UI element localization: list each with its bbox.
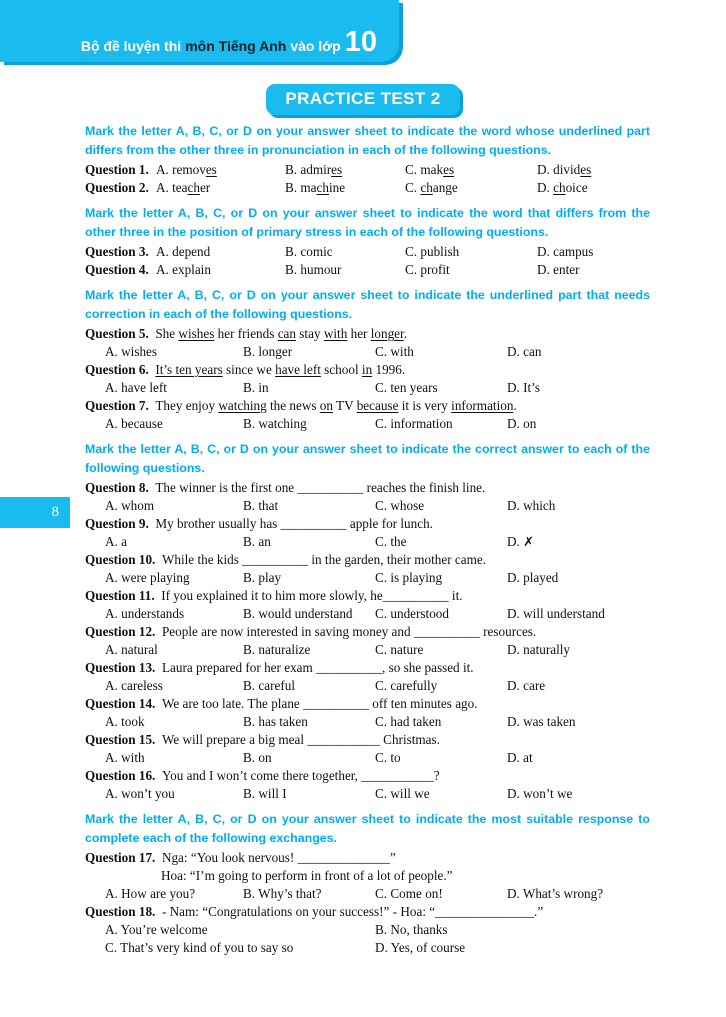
text-run: mak <box>420 162 444 177</box>
option-key: B. <box>243 714 259 729</box>
question-label: Question 14. <box>85 696 162 711</box>
text-run: school <box>320 362 362 377</box>
option-d <box>537 179 650 197</box>
option-a: A. with <box>105 750 145 765</box>
text-run: They enjoy <box>155 398 219 413</box>
question-stem: Question 14. We are too late. The plane __________ off ten minutes ago. <box>85 696 478 711</box>
section-instruction: Mark the letter A, B, C, or D on your answer sheet to indicate the most suitable response to complete each of the following exchanges. <box>85 812 650 845</box>
text-run: remov <box>172 162 206 177</box>
option-key: A. <box>156 262 173 277</box>
options-row <box>85 785 650 803</box>
underlined-text: es <box>331 162 343 177</box>
option-key: A. <box>105 606 122 621</box>
question-stem: Question 10. While the kids __________ in the garden, their mother came. <box>85 552 487 567</box>
options-row <box>85 641 650 659</box>
question-label: Question 11. <box>85 588 162 603</box>
option-key: C. <box>375 786 391 801</box>
option-a: A. were playing <box>105 570 190 585</box>
option-key: D. <box>507 786 524 801</box>
option-key: B. <box>375 922 391 937</box>
option-b: B. Why’s that? <box>243 886 322 901</box>
text-run: stay <box>296 326 324 341</box>
options-row <box>85 677 650 695</box>
option-key: D. <box>507 534 524 549</box>
text-run: admir <box>300 162 332 177</box>
banner-prefix: Bộ đề luyện thi <box>80 38 182 54</box>
underlined-text: It’s ten years <box>155 362 223 377</box>
underlined-text: es <box>205 162 217 177</box>
option-a: A. took <box>105 714 145 729</box>
options-row <box>85 497 650 515</box>
option-key: D. <box>507 886 523 901</box>
question-label: Question 18. <box>85 904 162 919</box>
question-stem-line2: Hoa: “I’m going to perform in front of a lot of people.” <box>161 868 453 883</box>
option-b <box>285 161 405 179</box>
text-run: divid <box>553 162 581 177</box>
option-key: D. <box>507 498 524 513</box>
option-key: B. <box>243 642 259 657</box>
option-b: B. play <box>243 570 282 585</box>
option-c <box>405 179 537 197</box>
text-run: the news <box>266 398 320 413</box>
option-key: C. <box>375 678 391 693</box>
text-run: her <box>347 326 371 341</box>
underlined-text: es <box>580 162 592 177</box>
question-label: Question 16. <box>85 768 162 783</box>
underlined-text: ch <box>553 180 566 195</box>
question-label: Question 3. <box>85 244 149 259</box>
option-key: B. <box>285 262 301 277</box>
option-b: B. careful <box>243 678 295 693</box>
option-a: A. understands <box>105 606 185 621</box>
question-row <box>85 161 650 179</box>
option-key: B. <box>243 678 259 693</box>
text-run: tea <box>172 180 188 195</box>
underlined-text: in <box>361 362 373 377</box>
option-d: D. enter <box>537 262 580 277</box>
option-key: A. <box>105 750 122 765</box>
option-b: B. humour <box>285 262 342 277</box>
option-key: D. <box>375 940 391 955</box>
text-run: her friends <box>214 326 278 341</box>
question-label: Question 8. <box>85 480 156 495</box>
option-a: A. careless <box>105 678 163 693</box>
question-label: Question 12. <box>85 624 162 639</box>
option-key: A. <box>105 416 122 431</box>
option-a: A. natural <box>105 642 158 657</box>
practice-test-title: PRACTICE TEST 2 <box>266 84 459 115</box>
test-section <box>85 286 650 433</box>
question-stem: Question 15. We will prepare a big meal ___________ Christmas. <box>85 732 440 747</box>
option-key: D. <box>507 416 524 431</box>
option-key: A. <box>105 922 121 937</box>
text-run: She <box>155 326 179 341</box>
option-a: A. won’t you <box>105 786 175 801</box>
question-label: Question 10. <box>85 552 162 567</box>
option-a: A. explain <box>156 262 211 277</box>
underlined-text: wishes <box>178 326 215 341</box>
option-a <box>156 161 285 179</box>
question-stem: Question 13. Laura prepared for her exam __________, so she passed it. <box>85 660 474 675</box>
option-key: A. <box>105 344 122 359</box>
option-key: C. <box>105 940 121 955</box>
underlined-text: because <box>356 398 399 413</box>
option-d: D. What’s wrong? <box>507 886 604 901</box>
option-key: A. <box>105 570 122 585</box>
option-key: D. <box>507 606 524 621</box>
option-key: A. <box>105 678 122 693</box>
question-label: Question 15. <box>85 732 162 747</box>
underlined-text: ch <box>316 180 329 195</box>
option-c: C. will we <box>375 786 430 801</box>
option-b: B. has taken <box>243 714 308 729</box>
option-key: B. <box>285 162 301 177</box>
option-key: B. <box>243 380 259 395</box>
question-row <box>85 179 650 197</box>
option-key: B. <box>243 886 259 901</box>
option-b: B. on <box>243 750 272 765</box>
question-label: Question 5. <box>85 326 156 341</box>
question-stem: Question 17. Nga: “You look nervous! ______________” <box>85 850 396 865</box>
option-key: C. <box>375 750 391 765</box>
option-key: C. <box>375 886 391 901</box>
option-d: D. at <box>507 750 533 765</box>
option-c: C. Come on! <box>375 886 443 901</box>
option-key: D. <box>507 570 524 585</box>
option-key: B. <box>285 244 301 259</box>
option-d: D. It’s <box>507 380 540 395</box>
option-key: A. <box>156 244 173 259</box>
option-key: B. <box>243 570 259 585</box>
option-d: D. care <box>507 678 546 693</box>
option-c: C. whose <box>375 498 425 513</box>
question-label: Question 2. <box>85 180 149 195</box>
option-c: C. That’s very kind of you to say so <box>105 940 294 955</box>
options-row <box>85 343 650 361</box>
underlined-text: with <box>323 326 348 341</box>
options-row <box>85 533 650 551</box>
option-key: C. <box>375 642 391 657</box>
option-key: D. <box>507 642 524 657</box>
option-d: D. played <box>507 570 559 585</box>
book-header-title <box>77 26 377 58</box>
option-c: C. profit <box>405 262 450 277</box>
option-key: D. <box>507 344 524 359</box>
option-key: A. <box>105 498 122 513</box>
question-stem: Question 8. The winner is the first one __________ reaches the finish line. <box>85 480 486 495</box>
underlined-text: longer <box>370 326 404 341</box>
option-c: C. had taken <box>375 714 442 729</box>
option-d: D. was taken <box>507 714 576 729</box>
text-run: ange <box>432 180 458 195</box>
underlined-text: ch <box>187 180 200 195</box>
option-key: C. <box>375 498 391 513</box>
option-d: D. Yes, of course <box>375 940 466 955</box>
option-key: C. <box>375 714 391 729</box>
option-c: C. understood <box>375 606 449 621</box>
option-c: C. with <box>375 344 414 359</box>
question-stem <box>85 397 650 415</box>
options-row <box>85 415 650 433</box>
options-row <box>85 885 650 903</box>
option-key: A. <box>105 886 122 901</box>
option-a: A. How are you? <box>105 886 196 901</box>
content-sections <box>85 122 650 957</box>
option-a: A. a <box>105 534 127 549</box>
question-label: Question 9. <box>85 516 156 531</box>
option-a: A. have left <box>105 380 167 395</box>
text-run: since we <box>222 362 276 377</box>
section-instruction: Mark the letter A, B, C, or D on your answer sheet to indicate the word whose underlined part differs from the other three in pronunciation in each of the following questions. <box>85 124 650 157</box>
underlined-text: on <box>319 398 333 413</box>
page-number-tab <box>0 497 70 528</box>
option-b: B. comic <box>285 244 333 259</box>
option-a: A. whom <box>105 498 155 513</box>
option-a: A. depend <box>156 244 211 259</box>
question-label: Question 13. <box>85 660 162 675</box>
option-key: D. <box>537 262 554 277</box>
option-key: C. <box>375 380 391 395</box>
question-stem: Question 9. My brother usually has __________ apple for lunch. <box>85 516 433 531</box>
option-b: B. an <box>243 534 271 549</box>
option-b: B. would understand <box>243 606 353 621</box>
option-b: B. in <box>243 380 269 395</box>
option-key: D. <box>537 162 554 177</box>
option-key: C. <box>375 606 391 621</box>
text-run: ine <box>328 180 346 195</box>
option-d: D. which <box>507 498 556 513</box>
question-stem: Question 18. - Nam: “Congratulations on your success!” - Hoa: “_______________.” <box>85 904 544 919</box>
option-d: D. campus <box>537 244 594 259</box>
question-row <box>85 261 650 279</box>
option-key: A. <box>105 380 122 395</box>
option-a: A. wishes <box>105 344 158 359</box>
option-key: D. <box>507 714 524 729</box>
test-section <box>85 204 650 279</box>
banner-suffix: vào lớp <box>290 38 341 54</box>
section-instruction: Mark the letter A, B, C, or D on your answer sheet to indicate the underlined part that needs correction in each of the following questions. <box>85 288 650 321</box>
test-section <box>85 810 650 957</box>
option-key: B. <box>243 344 259 359</box>
option-key: A. <box>156 162 173 177</box>
underlined-text: have left <box>275 362 321 377</box>
option-key: B. <box>243 534 259 549</box>
option-key: B. <box>243 786 259 801</box>
option-b: B. watching <box>243 416 307 431</box>
option-key: C. <box>405 180 421 195</box>
option-c: C. information <box>375 416 453 431</box>
option-b: B. longer <box>243 344 293 359</box>
option-key: C. <box>405 244 421 259</box>
option-c: C. to <box>375 750 401 765</box>
underlined-text: es <box>443 162 455 177</box>
option-key: D. <box>507 750 524 765</box>
option-c: C. ten years <box>375 380 438 395</box>
question-stem <box>85 325 650 343</box>
options-row <box>85 713 650 731</box>
options-row <box>85 921 650 957</box>
option-b: B. naturalize <box>243 642 311 657</box>
option-key: D. <box>507 678 524 693</box>
option-key: B. <box>243 750 259 765</box>
option-a <box>156 179 285 197</box>
option-b: B. No, thanks <box>375 922 448 937</box>
page-number: 8 <box>51 504 59 520</box>
banner-highlight: môn Tiếng Anh <box>185 38 287 54</box>
option-b: B. that <box>243 498 279 513</box>
option-key: A. <box>105 714 122 729</box>
question-stem <box>85 361 650 379</box>
option-key: C. <box>375 344 391 359</box>
section-instruction: Mark the letter A, B, C, or D on your answer sheet to indicate the correct answer to each of the following questions. <box>85 442 650 475</box>
option-d: D. won’t we <box>507 786 573 801</box>
option-key: C. <box>405 262 421 277</box>
option-key: B. <box>243 416 259 431</box>
text-run: TV <box>332 398 357 413</box>
option-c: C. the <box>375 534 407 549</box>
text-run: er <box>199 180 211 195</box>
underlined-text: watching <box>218 398 267 413</box>
option-key: C. <box>375 416 391 431</box>
option-d: D. on <box>507 416 537 431</box>
option-key: A. <box>105 534 122 549</box>
option-c: C. carefully <box>375 678 438 693</box>
option-c: C. is playing <box>375 570 443 585</box>
option-b: B. will I <box>243 786 287 801</box>
option-key: D. <box>537 180 554 195</box>
test-section <box>85 440 650 803</box>
option-a: A. because <box>105 416 163 431</box>
underlined-text: information <box>451 398 514 413</box>
option-key: C. <box>405 162 421 177</box>
options-row <box>85 569 650 587</box>
option-key: A. <box>156 180 173 195</box>
option-a: A. You’re welcome <box>105 922 208 937</box>
option-key: C. <box>375 570 391 585</box>
option-key: A. <box>105 642 122 657</box>
question-label: Question 1. <box>85 162 149 177</box>
option-c: C. nature <box>375 642 424 657</box>
question-label: Question 6. <box>85 362 156 377</box>
text-run: oice <box>565 180 588 195</box>
question-label: Question 7. <box>85 398 156 413</box>
text-run: . <box>403 326 407 341</box>
banner-grade-number: 10 <box>344 26 377 58</box>
option-b <box>285 179 405 197</box>
text-run: ma <box>300 180 317 195</box>
underlined-text: ch <box>420 180 433 195</box>
question-stem: Question 12. People are now interested in saving money and __________ resources. <box>85 624 537 639</box>
test-section <box>85 122 650 197</box>
options-row <box>85 379 650 397</box>
option-c <box>405 161 537 179</box>
options-row <box>85 605 650 623</box>
section-instruction: Mark the letter A, B, C, or D on your answer sheet to indicate the word that differs from the other three in the position of primary stress in each of the following questions. <box>85 206 650 239</box>
option-d: D. will understand <box>507 606 605 621</box>
underlined-text: can <box>277 326 296 341</box>
option-key: B. <box>243 498 259 513</box>
question-label: Question 4. <box>85 262 149 277</box>
question-stem: Question 11. If you explained it to him more slowly, he__________ it. <box>85 588 463 603</box>
option-c: C. publish <box>405 244 460 259</box>
option-d: D. naturally <box>507 642 570 657</box>
question-stem: Question 16. You and I won’t come there together, ___________? <box>85 768 440 783</box>
option-key: D. <box>507 380 524 395</box>
option-d: D. can <box>507 344 542 359</box>
book-header-banner <box>0 0 399 62</box>
option-key: B. <box>285 180 301 195</box>
option-d <box>537 161 650 179</box>
option-key: B. <box>243 606 259 621</box>
option-key: D. <box>537 244 554 259</box>
option-d: D. ✗ <box>507 534 535 549</box>
question-row <box>85 243 650 261</box>
option-key: C. <box>375 534 391 549</box>
question-label: Question 17. <box>85 850 162 865</box>
text-run: 1996. <box>372 362 406 377</box>
option-key: A. <box>105 786 122 801</box>
text-run: it is very <box>398 398 452 413</box>
text-run: . <box>513 398 517 413</box>
options-row <box>85 749 650 767</box>
